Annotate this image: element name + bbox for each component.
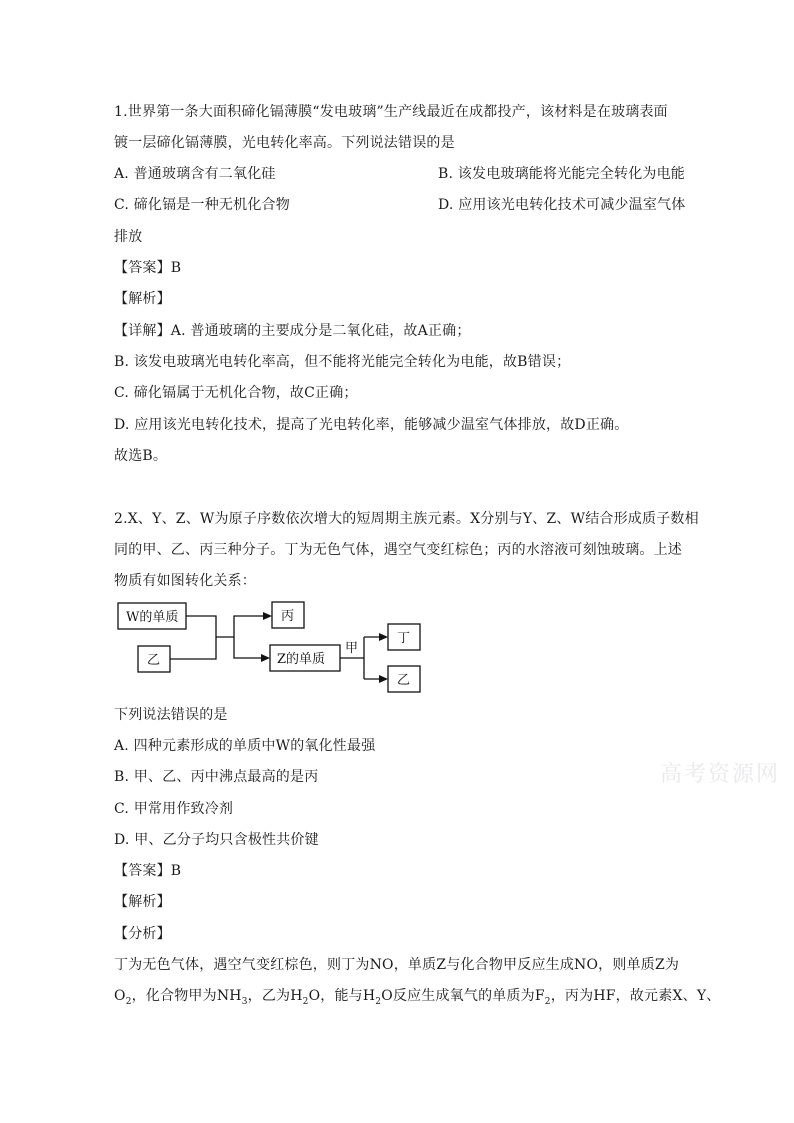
subscript: 3 — [241, 996, 248, 1007]
q1-conclusion: 故选B。 — [114, 448, 168, 464]
q2-stem-line-2: 同的甲、乙、丙三种分子。丁为无色气体，遇空气变红棕色；丙的水溶液可刻蚀玻璃。上述 — [114, 542, 682, 558]
text-segment: ，乙为H — [247, 988, 303, 1004]
q2-option-b: B. 甲、乙、丙中沸点最高的是丙 — [114, 769, 319, 785]
q2-fenxi-line-2 — [114, 987, 720, 1005]
text-segment: ，化合物甲为NH — [131, 988, 242, 1004]
q2-stem-line-3: 物质有如图转化关系： — [114, 573, 256, 589]
label-w-element: W的单质 — [126, 610, 179, 625]
text-segment: ，丙为HF，故元素X、Y、 — [550, 988, 721, 1004]
q1-option-a: A. 普通玻璃含有二氧化硅 — [114, 166, 276, 182]
q1-stem-line-2: 镀一层碲化镉薄膜，光电转化率高。下列说法错误的是 — [114, 135, 455, 151]
watermark: 高考资源网 — [660, 762, 781, 787]
q1-detail-c: C. 碲化镉属于无机化合物，故C正确； — [114, 385, 358, 401]
text-segment: O反应生成氧气的单质为F — [381, 988, 545, 1004]
q1-detail-a: 【详解】A. 普通玻璃的主要成分是二氧化硅，故A正确； — [114, 323, 471, 339]
subscript: 2 — [302, 996, 309, 1007]
label-arrow-jia: 甲 — [345, 641, 359, 656]
q2-analysis-header: 【解析】 — [114, 894, 171, 910]
arrow-head-to-z — [261, 654, 270, 662]
q2-fenxi-line-1: 丁为无色气体，遇空气变红棕色，则丁为NO，单质Z与化合物甲反应生成NO，则单质Z为 — [114, 957, 680, 973]
q1-option-c: C. 碲化镉是一种无机化合物 — [114, 197, 290, 213]
label-z-element: Z的单质 — [277, 652, 326, 667]
q2-option-a: A. 四种元素形成的单质中W的氧化性最强 — [114, 738, 376, 754]
subscript: 2 — [375, 996, 382, 1007]
label-bing: 丙 — [281, 609, 295, 624]
q1-stem-line-1: 1.世界第一条大面积碲化镉薄膜“发电玻璃”生产线最近在成都投产，该材料是在玻璃表面 — [114, 104, 668, 120]
q2-answer: 【答案】B — [114, 863, 182, 879]
q2-option-c: C. 甲常用作致冷剂 — [114, 801, 234, 817]
subscript: 2 — [544, 996, 551, 1007]
text-segment: O，能与H — [308, 988, 376, 1004]
q2-option-d: D. 甲、乙分子均只含极性共价键 — [114, 832, 319, 848]
arrow-head-to-yi — [379, 675, 388, 683]
q1-detail-d: D. 应用该光电转化技术，提高了光电转化率，能够减少温室气体排放，故D正确。 — [114, 417, 629, 433]
label-ding: 丁 — [397, 631, 411, 646]
q1-option-d: D. 应用该光电转化技术可减少温室气体 — [438, 197, 686, 213]
q1-detail-b: B. 该发电玻璃光电转化率高，但不能将光能完全转化为电能，故B错误； — [114, 354, 571, 370]
q1-answer: 【答案】B — [114, 260, 182, 276]
q1-option-b: B. 该发电玻璃能将光能完全转化为电能 — [438, 166, 685, 182]
label-yi-right: 乙 — [397, 673, 411, 688]
q2-fenxi-header: 【分析】 — [114, 926, 171, 942]
formula-o: O — [114, 988, 126, 1004]
subscript: 2 — [125, 996, 132, 1007]
q2-stem-line-1: 2.X、Y、Z、W为原子序数依次增大的短周期主族元素。X分别与Y、Z、W结合形成质子数相 — [114, 511, 699, 527]
arrow-head-to-ding — [379, 633, 388, 641]
q1-option-d-continuation: 排放 — [114, 229, 143, 245]
q2-question: 下列说法错误的是 — [114, 707, 228, 723]
label-yi-left: 乙 — [147, 653, 161, 668]
conversion-diagram — [114, 600, 434, 700]
q1-analysis-header: 【解析】 — [114, 291, 171, 307]
arrow-head-to-bing — [263, 612, 272, 620]
